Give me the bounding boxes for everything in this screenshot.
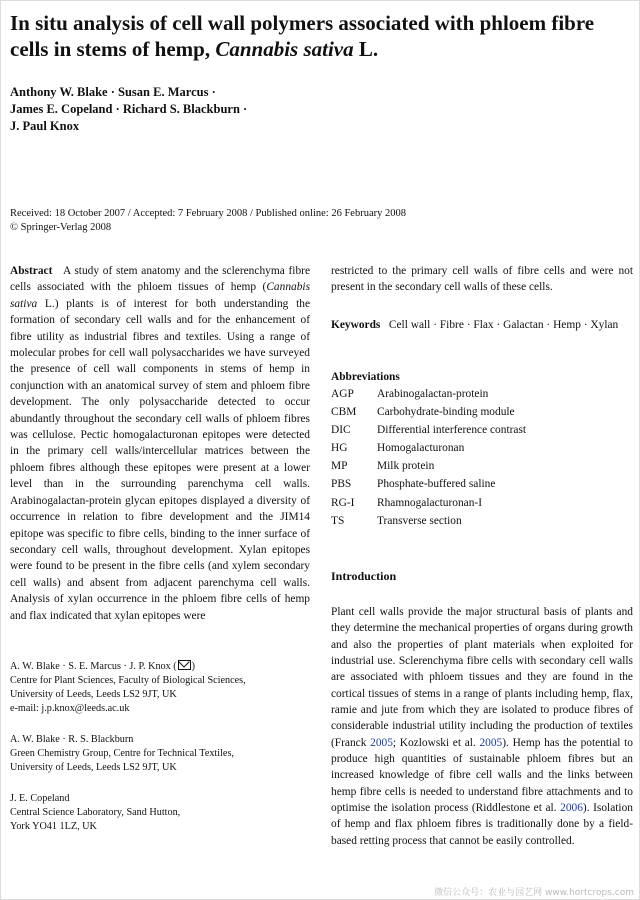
affiliation-names-text: A. W. Blake · S. E. Marcus · J. P. Knox ( bbox=[10, 661, 177, 672]
abbreviation-code: DIC bbox=[331, 424, 351, 437]
abbreviation-meaning: Transverse section bbox=[377, 514, 462, 527]
abbreviation-code: MP bbox=[331, 460, 348, 473]
intro-text: Plant cell walls provide the major structural basis of plants and they determine the mechanical properties of organs during growth and also the properties of plant materials when exploited for industrial use. Sclerenchyma fibre cells with secondary cell walls are associated with phloem tissues and they are found in the cortical tissues of stems in a range of plants including hemp, flax, ramie and jute from which they are isolated to produce fibres of considerable industrial utility including the production of textiles (Franck bbox=[331, 606, 633, 749]
introduction-heading: Introduction bbox=[331, 569, 397, 583]
author-line: J. Paul Knox bbox=[10, 119, 80, 133]
abbreviation-row bbox=[331, 424, 631, 442]
abbreviation-row bbox=[331, 478, 631, 496]
author-list bbox=[10, 84, 410, 135]
abbreviation-code: PBS bbox=[331, 478, 352, 491]
keywords bbox=[331, 317, 633, 334]
abbreviations-heading: Abbreviations bbox=[331, 371, 400, 383]
article-title bbox=[10, 10, 620, 62]
affiliation-line: York YO41 1LZ, UK bbox=[10, 821, 97, 832]
abbreviation-code: HG bbox=[331, 442, 348, 455]
abstract-continuation: restricted to the primary cell walls of fibre cells and were not present in the secondary cell walls of these cells. bbox=[331, 265, 633, 294]
intro-text: ). Hemp has the potential to produce high quantities of sustainable phloem fibres but an increased knowledge of fibre cell walls and the links between hemp fibre cells is needed to understand fibre attachments and to optimise the isolation process (Riddlestone et al. bbox=[331, 736, 633, 815]
author-line: Anthony W. Blake · Susan E. Marcus · bbox=[10, 85, 216, 99]
title-species: Cannabis sativa bbox=[215, 37, 354, 61]
abbreviation-row bbox=[331, 460, 631, 478]
abbreviation-row bbox=[331, 442, 631, 460]
affiliation-block bbox=[10, 660, 310, 716]
abbreviation-code: CBM bbox=[331, 406, 357, 419]
abbreviation-row bbox=[331, 406, 631, 424]
affiliation-names: A. W. Blake · R. S. Blackburn bbox=[10, 734, 134, 745]
affiliation-line: Green Chemistry Group, Centre for Technical Textiles, bbox=[10, 748, 234, 759]
publication-history bbox=[10, 207, 610, 235]
publication-dates: Received: 18 October 2007 / Accepted: 7 February 2008 / Published online: 26 February 2008 bbox=[10, 208, 407, 219]
affiliation-line: Central Science Laboratory, Sand Hutton, bbox=[10, 807, 181, 818]
keywords-label: Keywords bbox=[331, 319, 381, 331]
citation-link[interactable]: 2005 bbox=[479, 736, 503, 749]
citation-link[interactable]: 2006 bbox=[560, 802, 583, 815]
abbreviation-meaning: Differential interference contrast bbox=[377, 424, 527, 437]
abbreviation-meaning: Rhamnogalacturonan-I bbox=[377, 496, 483, 509]
affiliation-block bbox=[10, 792, 310, 834]
copyright-line: © Springer-Verlag 2008 bbox=[10, 222, 112, 233]
intro-text: ; Kozlowski et al. bbox=[392, 736, 480, 749]
introduction-body bbox=[331, 604, 633, 849]
abbreviation-meaning: Arabinogalactan-protein bbox=[377, 388, 489, 400]
abstract-label: Abstract bbox=[10, 265, 53, 277]
abbreviation-code: RG-I bbox=[331, 496, 355, 509]
abbreviation-meaning: Phosphate-buffered saline bbox=[377, 478, 496, 491]
watermark: 微信公众号：农业与园艺网 www.hortcrops.com bbox=[434, 888, 634, 898]
title-text: In situ analysis of cell wall polymers associated with phloem fibre cells in stems of hemp, bbox=[10, 11, 595, 61]
affiliation-line: University of Leeds, Leeds LS2 9JT, UK bbox=[10, 762, 177, 773]
affiliation-names-end: ) bbox=[191, 661, 196, 672]
abbreviation-row bbox=[331, 515, 631, 533]
keywords-text: Cell wall · Fibre · Flax · Galactan · Hemp · Xylan bbox=[388, 319, 619, 331]
abstract bbox=[10, 263, 310, 624]
abbreviation-meaning: Milk protein bbox=[377, 460, 435, 473]
abbreviation-row bbox=[331, 497, 631, 515]
abbreviation-meaning: Carbohydrate-binding module bbox=[377, 406, 515, 419]
abbreviations-list bbox=[331, 388, 631, 533]
envelope-icon bbox=[178, 660, 191, 670]
affiliation-line: University of Leeds, Leeds LS2 9JT, UK bbox=[10, 689, 177, 700]
affiliation-email[interactable]: e-mail: j.p.knox@leeds.ac.uk bbox=[10, 703, 130, 714]
abbreviation-code: AGP bbox=[331, 388, 354, 400]
intro-text: ). Isolation of hemp and flax phloem fibres is traditionally done by a field-based retting process that cannot be easily controlled. bbox=[331, 802, 633, 847]
author-line: James E. Copeland · Richard S. Blackburn · bbox=[10, 102, 248, 116]
abstract-text: A study of stem anatomy and the sclerenchyma fibre cells associated with the phloem tissues of hemp ( bbox=[10, 265, 310, 294]
abstract-text: L.) plants is of interest for both understanding the formation of secondary cell walls and for the enhancement of fibre utility as industrial fibres and textiles. Using a range of molecular probes for cell wall polysaccharides we have surveyed the presence of cell wall components in stems of hemp in conjunction with an anatomical survey of stem and phloem fibre development. The only polysaccharide detected to occur abundantly throughout the secondary cell walls of phloem fibres was cellulose. Pectic homogalacturonan epitopes were detected in the primary cell walls/intercellular matrices between the phloem fibres although these epitopes were present at a lower level than in the surrounding parenchyma cell walls. Arabinogalactan-protein glycan epitopes displayed a diversity of occurrence in relation to fibre development and the JIM14 epitope was specific to fibre cells, binding to the inner surface of secondary cell walls, throughout development. Xylan epitopes were found to be present in the fibre cells (and xylem secondary cell walls) and absent from adjacent parenchyma cell walls. Analysis of xylan occurrence in the phloem fibre cells of hemp and flax indicated that xylan epitopes were bbox=[10, 297, 310, 622]
abbreviation-meaning: Homogalacturonan bbox=[377, 442, 465, 455]
affiliation-names: J. E. Copeland bbox=[10, 793, 70, 804]
affiliation-block bbox=[10, 733, 310, 775]
affiliation-names bbox=[10, 660, 310, 674]
abbreviation-code: TS bbox=[331, 514, 345, 527]
title-suffix: L. bbox=[353, 37, 379, 61]
affiliation-line: Centre for Plant Sciences, Faculty of Biological Sciences, bbox=[10, 675, 246, 686]
abbreviation-row bbox=[331, 388, 631, 406]
abstract-species: Cannabis sativa bbox=[10, 281, 310, 310]
citation-link[interactable]: 2005 bbox=[370, 736, 393, 749]
